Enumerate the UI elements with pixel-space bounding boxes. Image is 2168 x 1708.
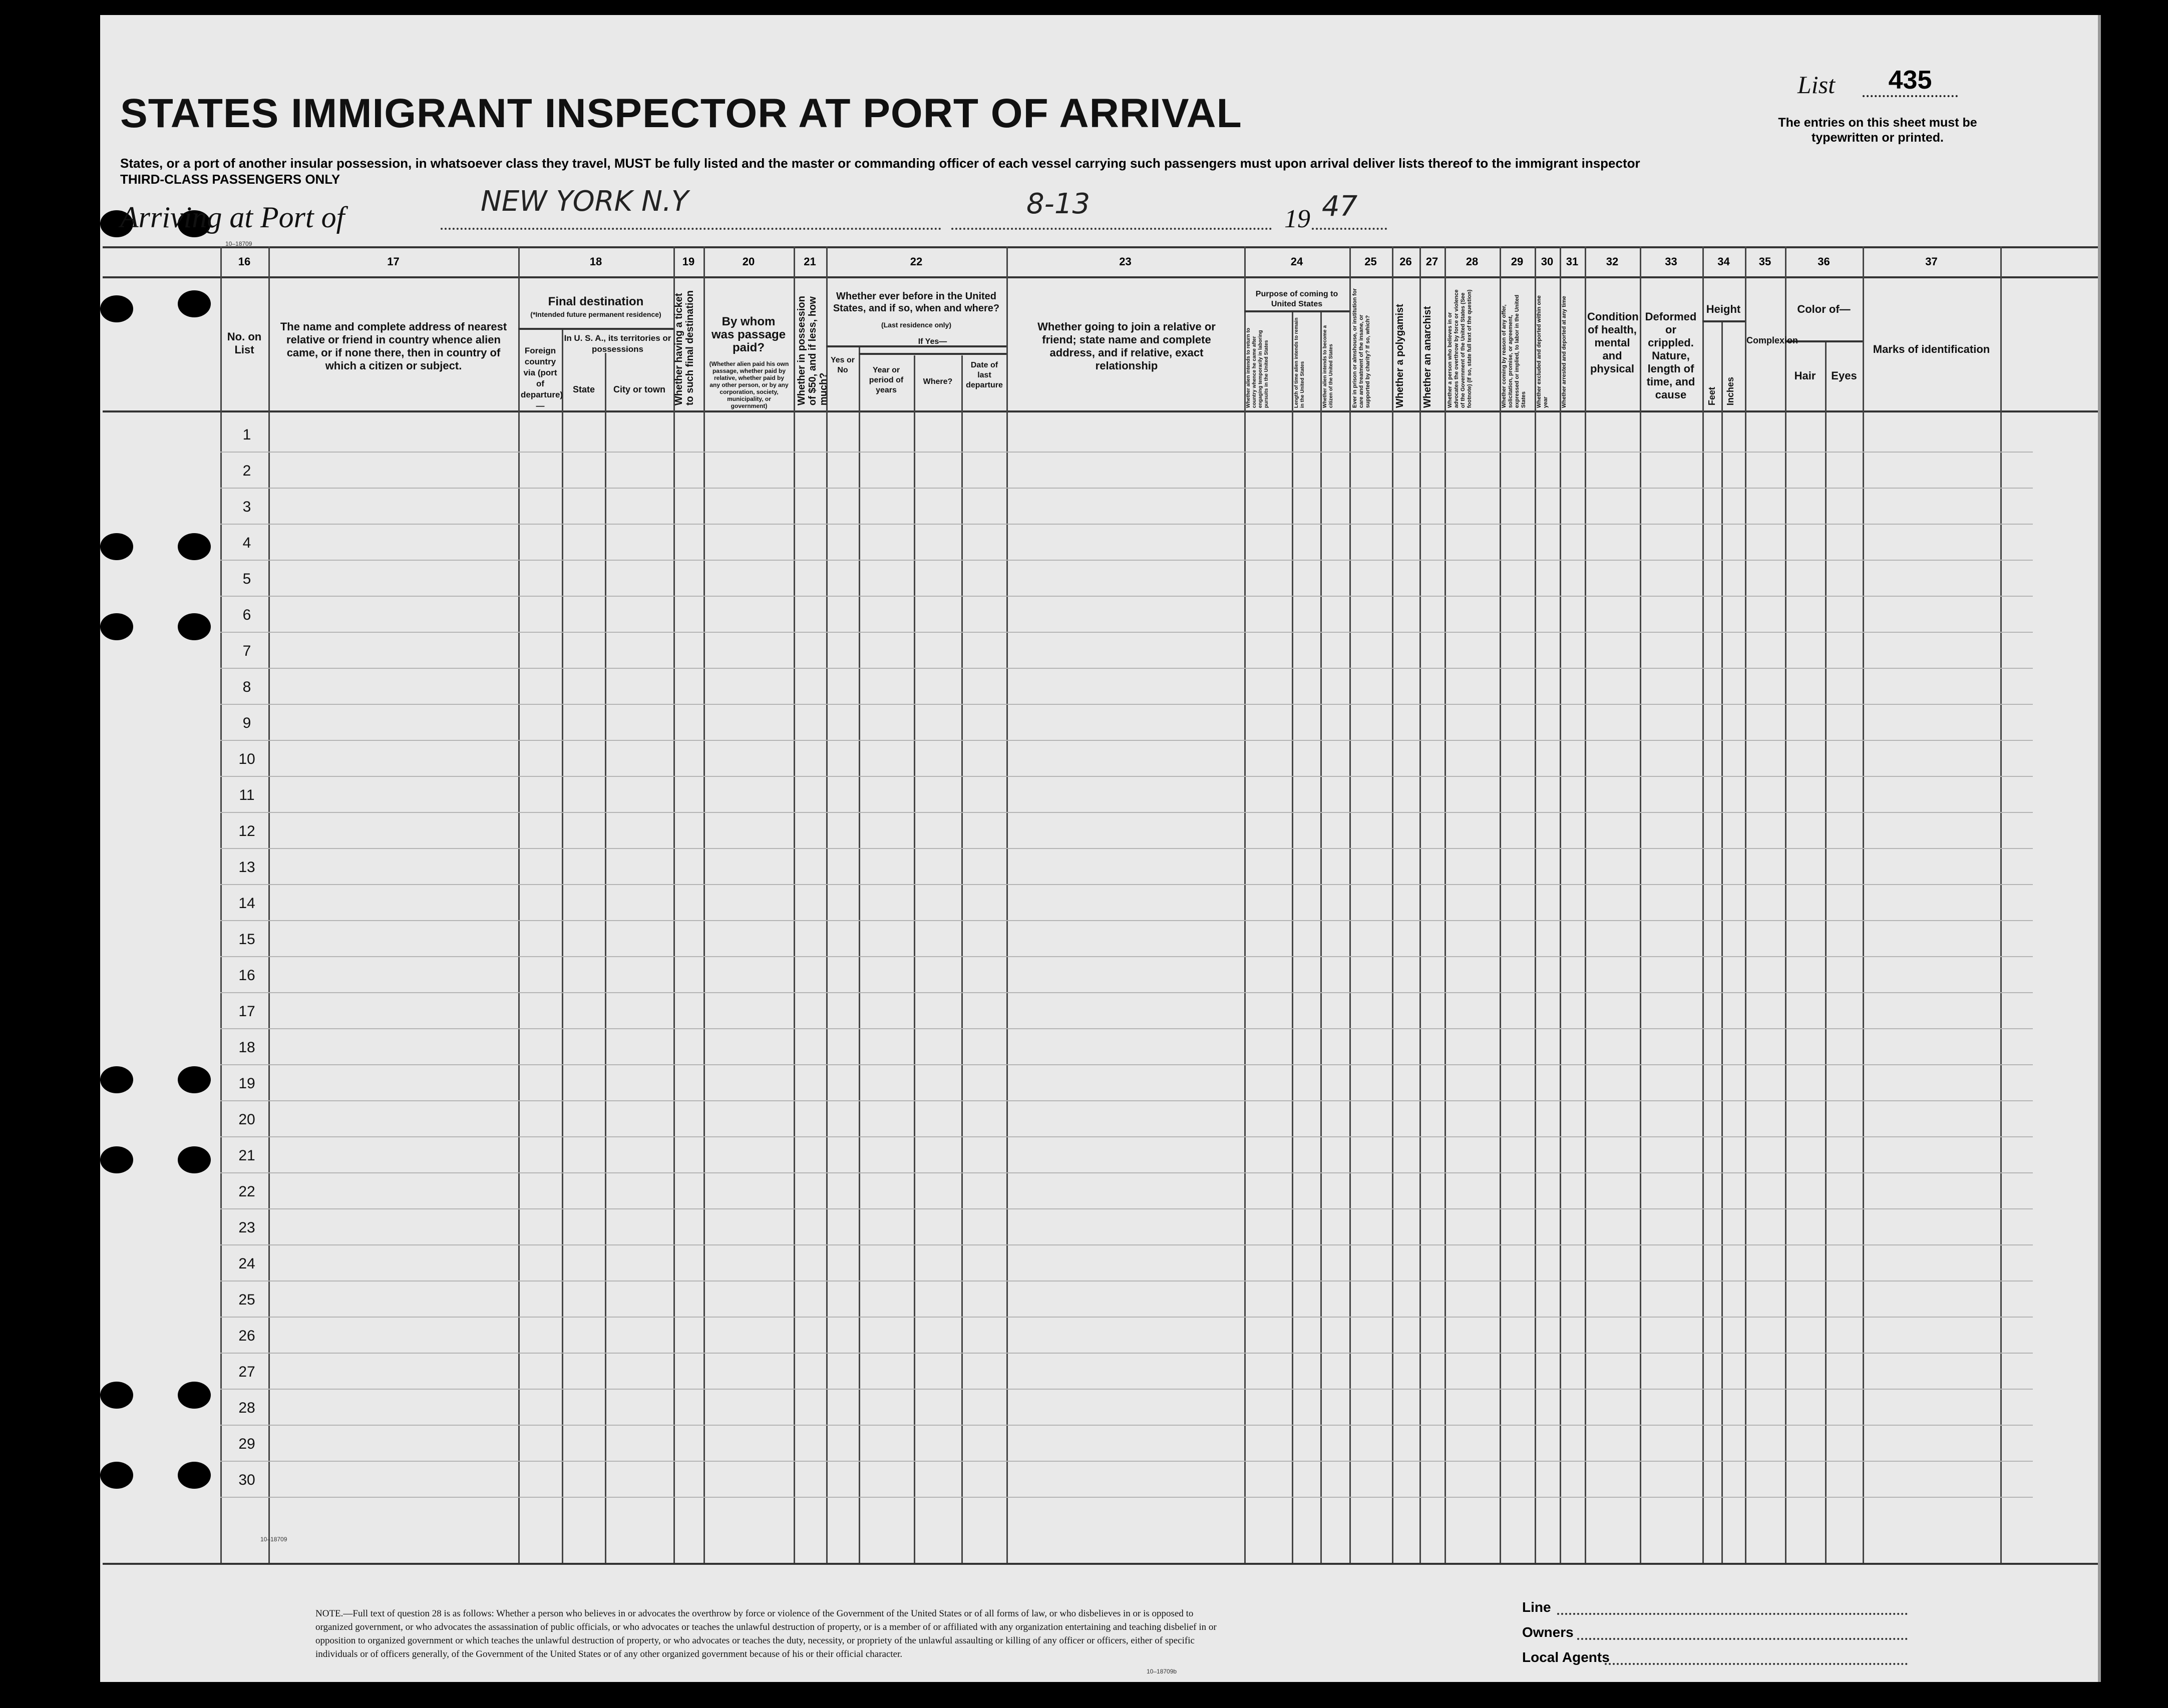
- punch-hole: [100, 613, 133, 640]
- column-number: 17: [387, 255, 400, 268]
- local-agents-label: Local Agents: [1522, 1649, 1610, 1665]
- column-number: 22: [910, 255, 923, 268]
- col22-yesno: Yes or No: [830, 356, 855, 374]
- row-number: 6: [242, 607, 251, 623]
- column-rule: [673, 246, 675, 1563]
- column-rule: [1349, 246, 1351, 1563]
- col36-header: Color of—: [1797, 303, 1851, 315]
- table-row: [220, 488, 2033, 489]
- column-number: 31: [1566, 255, 1579, 268]
- column-number: 23: [1119, 255, 1132, 268]
- punch-hole: [100, 1146, 133, 1173]
- row-number: 28: [238, 1400, 255, 1416]
- row-number: 27: [238, 1364, 255, 1380]
- column-rule: [961, 355, 963, 1563]
- col33-header: Deformed or crippled. Nature, length of time, and cause: [1645, 310, 1697, 401]
- table-row: [220, 596, 2033, 597]
- header-rule: [103, 276, 2098, 278]
- col22-where: Where?: [923, 377, 953, 386]
- date-underline: [951, 228, 1272, 230]
- punch-hole: [100, 1382, 133, 1409]
- column-number: 33: [1665, 255, 1677, 268]
- column-rule: [1500, 246, 1501, 1563]
- column-rule: [1444, 246, 1446, 1563]
- table-row: [220, 812, 2033, 813]
- column-number: 28: [1466, 255, 1479, 268]
- table-row: [220, 1100, 2033, 1101]
- row-number: 11: [239, 787, 255, 803]
- table-row: [220, 1136, 2033, 1137]
- col23-header: Whether going to join a relative or friend; state name and complete address, and if relative, exact relationship: [1037, 320, 1216, 372]
- column-rule: [1292, 310, 1293, 1563]
- col22-header: Whether ever before in the United States, and if so, when and where?: [833, 291, 1000, 314]
- punch-hole: [100, 1066, 133, 1093]
- column-rule: [605, 353, 606, 1563]
- sub-header-rule: [1702, 320, 1745, 322]
- col24b-header: Length of time alien intends to remain in the United States: [1294, 317, 1305, 408]
- column-rule: [914, 355, 915, 1563]
- row-number: 25: [238, 1292, 255, 1308]
- row-number: 21: [238, 1147, 255, 1164]
- col34-feet: Feet: [1707, 386, 1717, 405]
- table-row: [220, 1244, 2033, 1245]
- column-number: 35: [1758, 255, 1771, 268]
- column-rule: [1560, 246, 1561, 1563]
- instructions-line: States, or a port of another insular possession, in whatsoever class they travel, MUST be fully listed and the master or commanding officer of each vessel carrying such passengers must upon arrival deliver lists thereof to the immigrant inspector: [120, 156, 1640, 171]
- column-number: 25: [1364, 255, 1377, 268]
- table-row: [220, 1028, 2033, 1029]
- row-number: 4: [242, 535, 251, 551]
- col18-sub: (*Intended future permanent residence): [530, 310, 661, 318]
- row-number: 1: [242, 426, 251, 443]
- column-rule: [826, 246, 828, 1563]
- col26-header: Whether a polygamist: [1394, 304, 1405, 408]
- table-row: [220, 1389, 2033, 1390]
- col18-usa: In U. S. A., its territories or possessions: [564, 333, 671, 354]
- arriving-label: Arriving at Port of: [120, 201, 345, 234]
- column-number: 26: [1399, 255, 1412, 268]
- table-row: [220, 1317, 2033, 1318]
- table-row: [220, 452, 2033, 453]
- table-row: [220, 1064, 2033, 1065]
- column-number: 21: [804, 255, 816, 268]
- punch-hole: [178, 1382, 211, 1409]
- table-row: [220, 1280, 2033, 1282]
- row-number: 22: [238, 1183, 255, 1200]
- col18-state: State: [572, 384, 595, 394]
- local-agents-field: [1605, 1663, 1908, 1665]
- row-number: 13: [238, 859, 255, 876]
- column-rule: [1640, 246, 1641, 1563]
- col20-sub: (Whether alien paid his own passage, whether paid by relative, whether paid by any other person, or by any corporation, society, municipality, or government): [709, 360, 789, 409]
- col28-header: Whether a person who believes in or advocates the overthrow by force or violence of the Government of the United States (See footnote) (If so, state full text of the question): [1447, 289, 1473, 408]
- table-row: [220, 668, 2033, 669]
- col36-eyes: Eyes: [1831, 369, 1857, 382]
- column-rule: [1392, 246, 1393, 1563]
- column-number: 20: [742, 255, 755, 268]
- sub-header-rule: [859, 353, 1006, 355]
- col27-header: Whether an anarchist: [1422, 306, 1433, 408]
- port-underline: [441, 228, 941, 230]
- form-code-bottom: 10–18709: [260, 1536, 287, 1543]
- table-row: [220, 704, 2033, 705]
- col29-header: Whether coming by reason of any offer, solicitation, promise, or agreement, expressed or implied, to labor in the United States: [1501, 294, 1527, 408]
- table-row: [220, 956, 2033, 957]
- table-row: [220, 1425, 2033, 1426]
- table-row: [220, 776, 2033, 777]
- col34-header: Height: [1706, 303, 1741, 315]
- line-label: Line: [1522, 1599, 1551, 1615]
- col18-city: City or town: [613, 384, 665, 394]
- owners-field: [1577, 1638, 1908, 1640]
- column-rule: [220, 246, 222, 1563]
- sub-header-rule: [518, 328, 673, 330]
- row-number: 30: [238, 1472, 255, 1488]
- column-rule: [1585, 246, 1586, 1563]
- instructions-text: [120, 155, 1697, 187]
- row-number: 12: [238, 823, 255, 839]
- row-number: 7: [242, 643, 251, 659]
- column-rule: [1745, 246, 1746, 1563]
- table-row: [220, 524, 2033, 525]
- column-number: 24: [1290, 255, 1303, 268]
- punch-hole: [100, 1462, 133, 1489]
- col21-header: Whether in possession of $50, and if less, how much?: [796, 296, 829, 405]
- sub-header-rule: [1244, 310, 1349, 312]
- col24a-header: Whether alien intends to return to country whence he came after engaging temporarily in laboring pursuits in the United States: [1246, 327, 1269, 408]
- page-title: STATES IMMIGRANT INSPECTOR AT PORT OF ARRIVAL: [120, 91, 1242, 136]
- column-rule: [518, 246, 520, 1563]
- table-row: [220, 1208, 2033, 1209]
- col36-hair: Hair: [1794, 369, 1816, 382]
- header-rule: [103, 246, 2098, 248]
- row-number: 24: [238, 1255, 255, 1272]
- column-rule: [794, 246, 795, 1563]
- column-number: 32: [1606, 255, 1619, 268]
- table-row: [220, 1461, 2033, 1462]
- row-number: 17: [238, 1003, 255, 1020]
- col22-period: Year or period of years: [869, 366, 904, 394]
- col22-sub: (Last residence only): [881, 321, 952, 329]
- punch-hole: [100, 533, 133, 560]
- column-rule: [859, 345, 860, 1563]
- col25-header: Ever in prison or almshouse, or institution for care and treatment of the insane, or supported by charity? If so, which?: [1352, 288, 1371, 408]
- row-number: 8: [242, 679, 251, 695]
- header-rule: [103, 410, 2098, 412]
- owners-label: Owners: [1522, 1624, 1574, 1640]
- row-number: 16: [238, 967, 255, 984]
- column-number: 27: [1425, 255, 1438, 268]
- punch-hole: [178, 533, 211, 560]
- row-number: 20: [238, 1111, 255, 1128]
- col19-header: Whether having a ticket to such final destination: [673, 290, 695, 405]
- row-number: 10: [238, 751, 255, 767]
- list-label: List: [1797, 71, 1836, 99]
- punch-hole: [178, 1146, 211, 1173]
- col32-header: Condition of health, mental and physical: [1587, 310, 1639, 375]
- row-number: 15: [238, 931, 255, 948]
- column-number: 30: [1541, 255, 1554, 268]
- table-row: [220, 884, 2033, 885]
- column-rule: [2000, 246, 2002, 1563]
- year-underline: [1312, 228, 1387, 230]
- line-field: [1557, 1613, 1908, 1615]
- third-class-label: THIRD-CLASS PASSENGERS ONLY: [120, 172, 340, 187]
- col22-date: Date of last departure: [966, 361, 1003, 389]
- col34-inches: Inches: [1725, 376, 1735, 405]
- footnote: NOTE.—Full text of question 28 is as follows: Whether a person who believes in or advocates the overthrow by force or violence of the Government of the United States or of all forms of law, or who disbelieves in or is opposed to organized government, or who advocates the assassination of public officials, or who advocates or teaches the unlawful destruction of property, or is a member of or affiliated with any organization entertaining and teaching disbelief in or opposition to organized government or which teaches the unlawful destruction of property, or who advocates or teaches the duty, necessity, or propriety of the unlawful assaulting or killing of any officer or officers, either of specific individuals or of officers generally, of the Government of the United States or of any other organized government because of his or their official character.: [315, 1608, 1217, 1659]
- column-rule: [1006, 246, 1008, 1563]
- table-row: [220, 992, 2033, 993]
- table-row: [220, 560, 2033, 561]
- column-number: 18: [589, 255, 602, 268]
- col30-header: Whether excluded and deported within one year: [1536, 295, 1549, 408]
- punch-hole: [178, 613, 211, 640]
- col37-header: Marks of identification: [1873, 343, 1990, 355]
- table-row: [220, 740, 2033, 741]
- table-row: [220, 848, 2033, 849]
- column-rule: [1535, 246, 1536, 1563]
- column-rule: [1863, 246, 1864, 1563]
- col17-header: The name and complete address of nearest relative or friend in country whence alien came, or if none there, then in country of which a citizen or subject.: [280, 320, 507, 372]
- row-number: 23: [238, 1219, 255, 1236]
- col16-header: No. on List: [227, 330, 262, 356]
- column-rule: [1320, 310, 1322, 1563]
- row-number: 3: [242, 499, 251, 515]
- row-number: 2: [242, 463, 251, 479]
- col18-header: Final destination: [548, 295, 644, 308]
- col24c-header: Whether alien intends to become a citizen of the United States: [1322, 325, 1334, 408]
- date-handwritten: 8-13: [1026, 188, 1091, 220]
- year-prefix: 19: [1284, 205, 1310, 233]
- table-row: [220, 1353, 2033, 1354]
- row-number: 29: [238, 1436, 255, 1452]
- row-number: 26: [238, 1328, 255, 1344]
- column-number: 16: [238, 255, 251, 268]
- col22-ifyes: If Yes—: [918, 337, 947, 346]
- punch-hole: [178, 1066, 211, 1093]
- sheet-note: The entries on this sheet must be typewritten or printed.: [1778, 116, 1977, 145]
- punch-hole: [100, 295, 133, 322]
- column-number: 29: [1511, 255, 1524, 268]
- col20-header: By whom was passage paid?: [711, 315, 786, 354]
- col31-header: Whether arrested and deported at any time: [1561, 296, 1567, 408]
- table-row: [220, 1497, 2033, 1498]
- col24-header: Purpose of coming to United States: [1255, 290, 1338, 308]
- port-handwritten: NEW YORK N.Y: [481, 185, 689, 218]
- column-rule: [562, 328, 563, 1563]
- column-rule: [703, 246, 705, 1563]
- row-number: 5: [242, 571, 251, 587]
- form-code-top: 10–18709: [225, 240, 252, 247]
- table-row: [220, 920, 2033, 921]
- year-handwritten: 47: [1322, 190, 1358, 223]
- punch-hole: [178, 1462, 211, 1489]
- row-number: 18: [238, 1039, 255, 1056]
- list-number: 435: [1863, 65, 1958, 97]
- column-rule: [1721, 320, 1723, 1563]
- form-code-footer: 10–18709b: [1147, 1668, 1177, 1675]
- column-rule: [1244, 246, 1246, 1563]
- table-row: [220, 632, 2033, 633]
- row-number: 9: [242, 715, 251, 731]
- col35-header: Complexion: [1746, 335, 1798, 345]
- column-number: 36: [1818, 255, 1830, 268]
- column-rule: [1419, 246, 1421, 1563]
- column-number: 34: [1717, 255, 1730, 268]
- column-number: 19: [682, 255, 695, 268]
- column-rule: [1702, 246, 1704, 1563]
- punch-hole: [178, 290, 211, 317]
- col18-foreign: Foreign country via (port of departure)—: [521, 346, 563, 410]
- row-number: 19: [238, 1075, 255, 1092]
- table-bottom-rule: [103, 1563, 2098, 1565]
- table-row: [220, 1172, 2033, 1173]
- column-number: 37: [1925, 255, 1938, 268]
- column-rule: [1785, 246, 1786, 1563]
- row-number: 14: [238, 895, 255, 912]
